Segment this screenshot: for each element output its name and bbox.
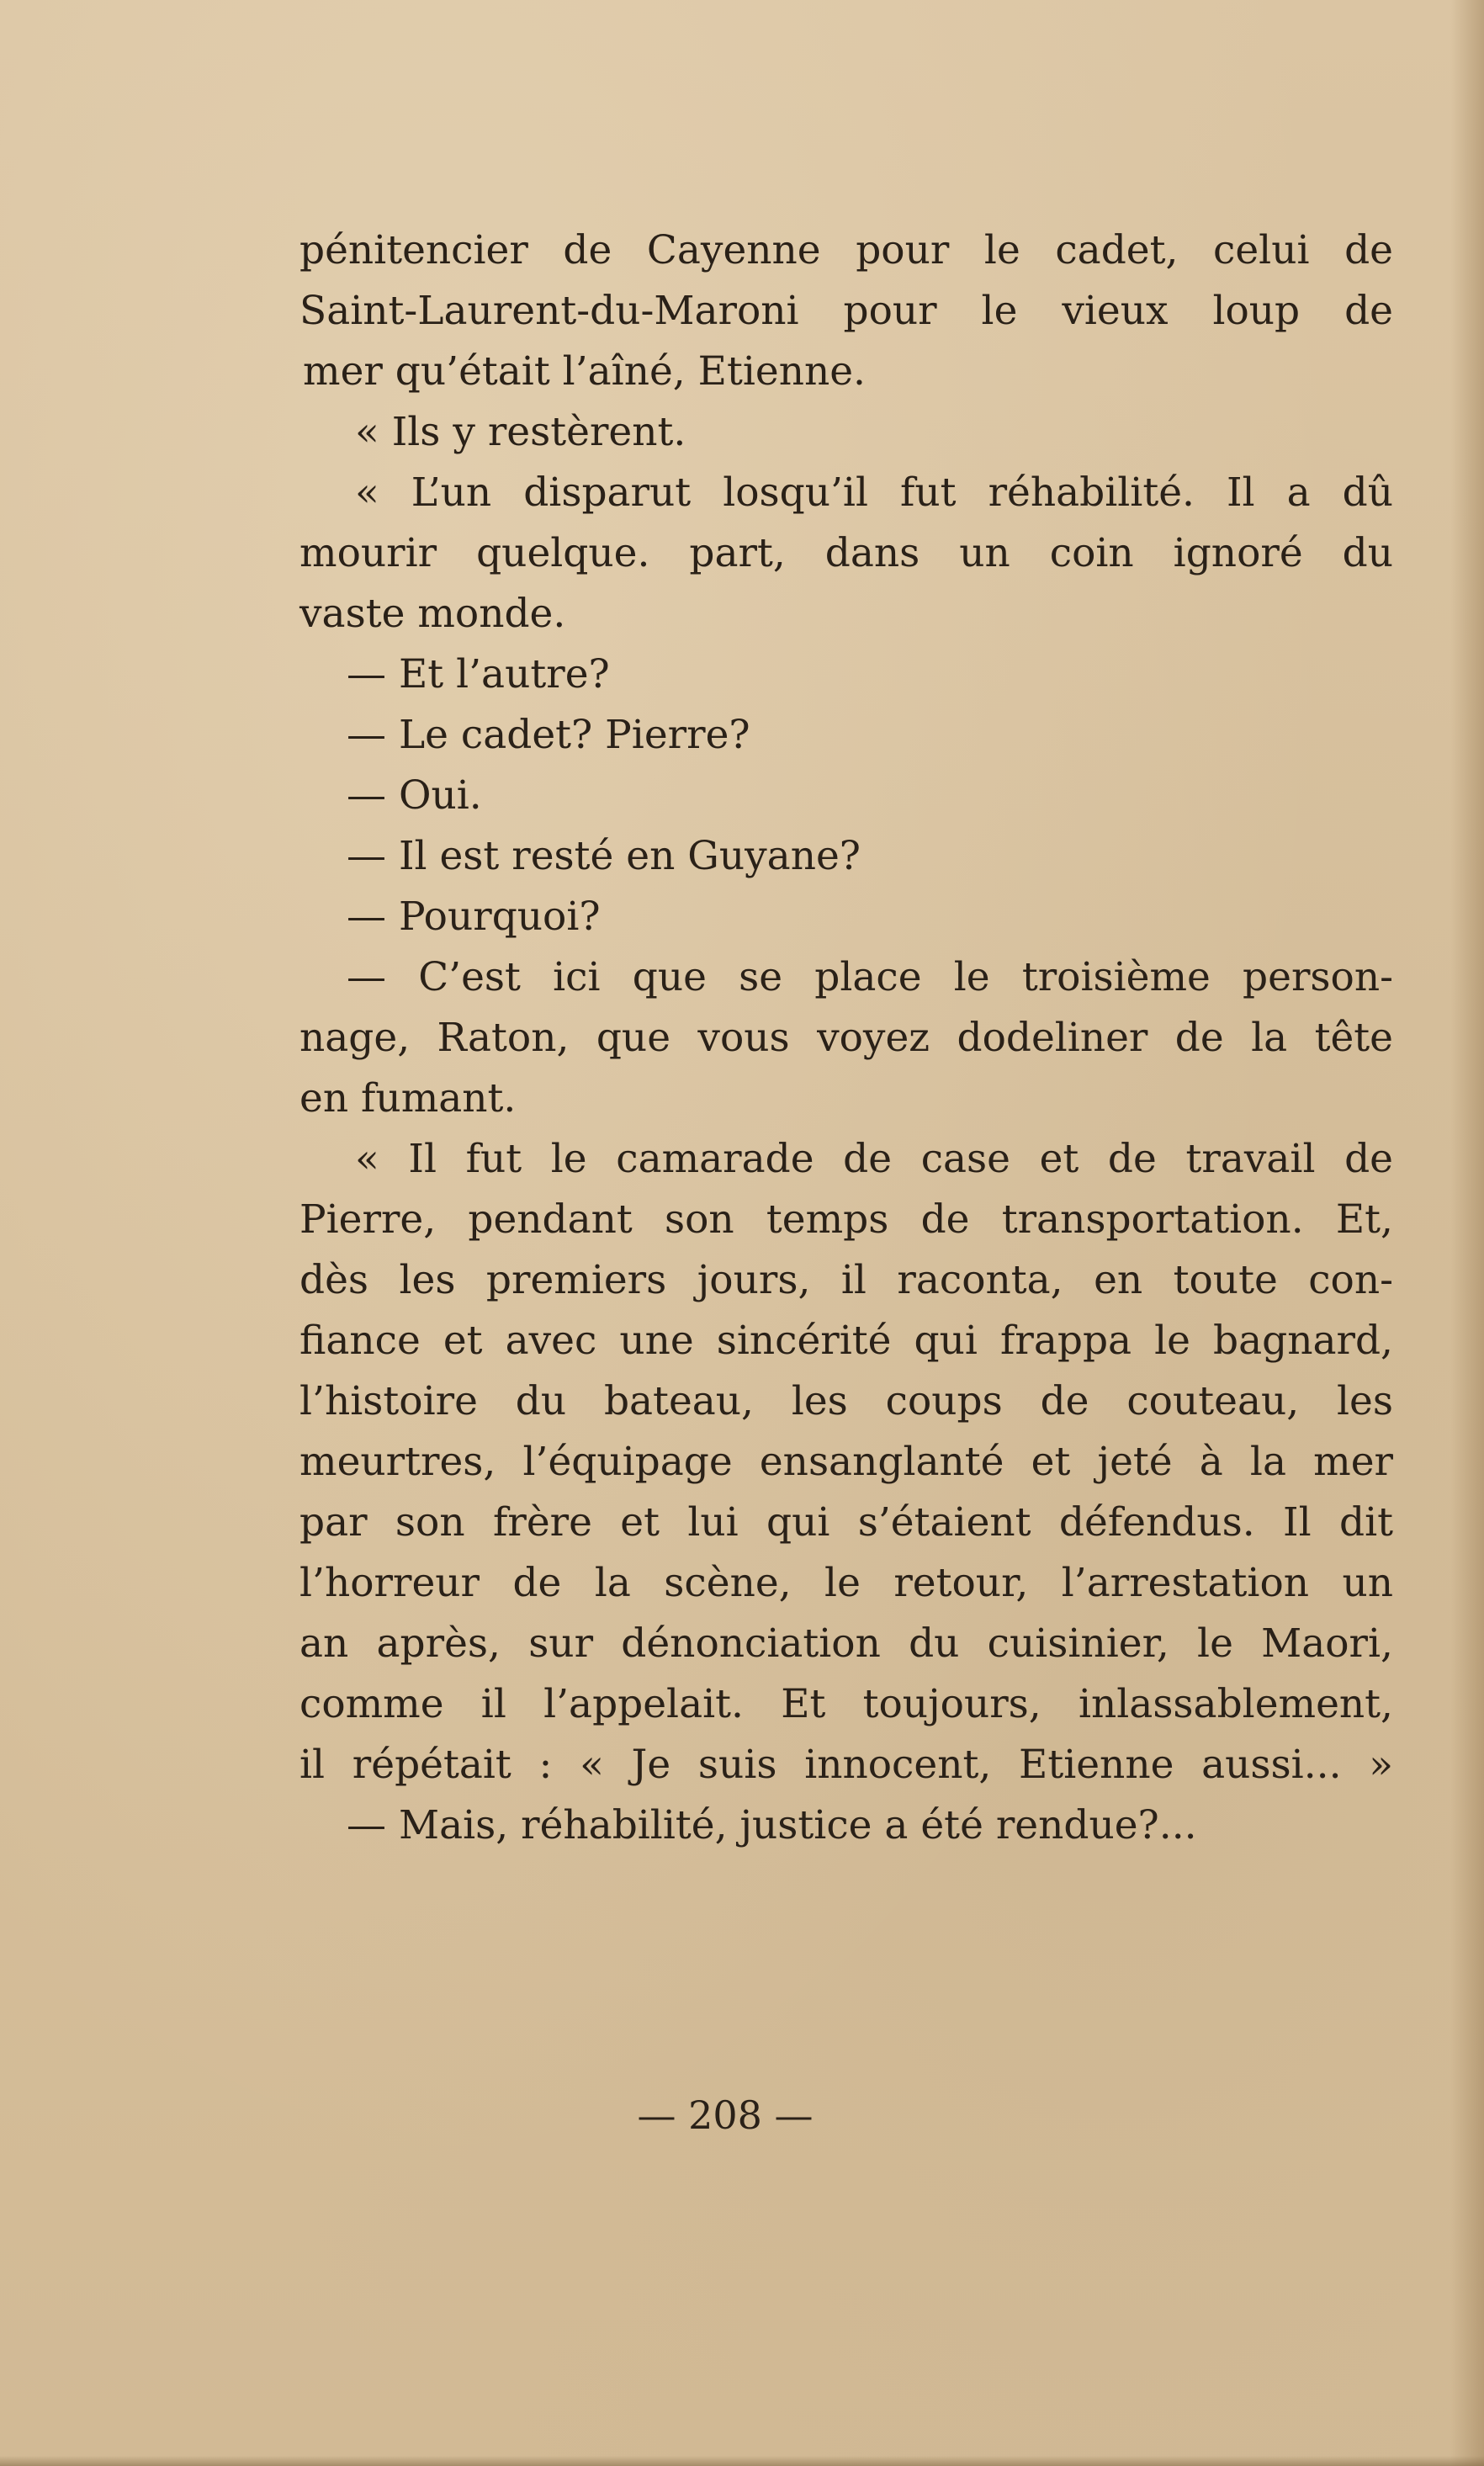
text-line: il répétait : « Je suis innocent, Etienne aussi... »: [299, 1742, 1393, 1788]
text-line: — Pourquoi?: [347, 894, 601, 940]
text-line: mourir quelque. part, dans un coin ignoré du: [299, 530, 1393, 576]
text-line: — Et l’autre?: [347, 651, 610, 697]
text-line: l’horreur de la scène, le retour, l’arrestation un: [299, 1560, 1393, 1606]
text-line: « L’un disparut losqu’il fut réhabilité. Il a dû: [355, 469, 1393, 516]
text-line: — Le cadet? Pierre?: [347, 712, 750, 758]
page-edge-shadow-bottom: [0, 2456, 1484, 2466]
text-line: Saint-Laurent-du-Maroni pour le vieux loup de: [299, 288, 1393, 334]
text-line: comme il l’appelait. Et toujours, inlassablement,: [299, 1681, 1393, 1727]
text-line: mer qu’était l’aîné, Etienne.: [303, 348, 866, 395]
page-number: — 208 —: [637, 2092, 814, 2138]
text-line: par son frère et lui qui s’étaient défendus. Il dit: [299, 1499, 1393, 1546]
text-line: Pierre, pendant son temps de transportation. Et,: [299, 1196, 1393, 1243]
text-line: l’histoire du bateau, les coups de couteau, les: [299, 1378, 1393, 1424]
text-line: — C’est ici que se place le troisième person-: [347, 954, 1393, 1000]
text-line: — Mais, réhabilité, justice a été rendue?...: [347, 1802, 1197, 1848]
text-line: — Il est resté en Guyane?: [347, 833, 861, 879]
text-line: meurtres, l’équipage ensanglanté et jeté à la mer: [299, 1439, 1393, 1485]
text-line: « Ils y restèrent.: [355, 409, 686, 455]
text-line: an après, sur dénonciation du cuisinier, le Maori,: [299, 1620, 1393, 1667]
body-text: [299, 220, 1393, 1856]
text-line: — Oui.: [347, 772, 482, 819]
text-line: vaste monde.: [299, 591, 566, 637]
text-line: dès les premiers jours, il raconta, en toute con-: [299, 1257, 1393, 1303]
text-line: pénitencier de Cayenne pour le cadet, celui de: [299, 227, 1393, 273]
text-line: en fumant.: [299, 1075, 517, 1122]
text-line: « Il fut le camarade de case et de travail de: [355, 1136, 1393, 1182]
text-line: nage, Raton, que vous voyez dodeliner de la tête: [299, 1015, 1393, 1061]
text-line: fiance et avec une sincérité qui frappa le bagnard,: [299, 1318, 1393, 1364]
